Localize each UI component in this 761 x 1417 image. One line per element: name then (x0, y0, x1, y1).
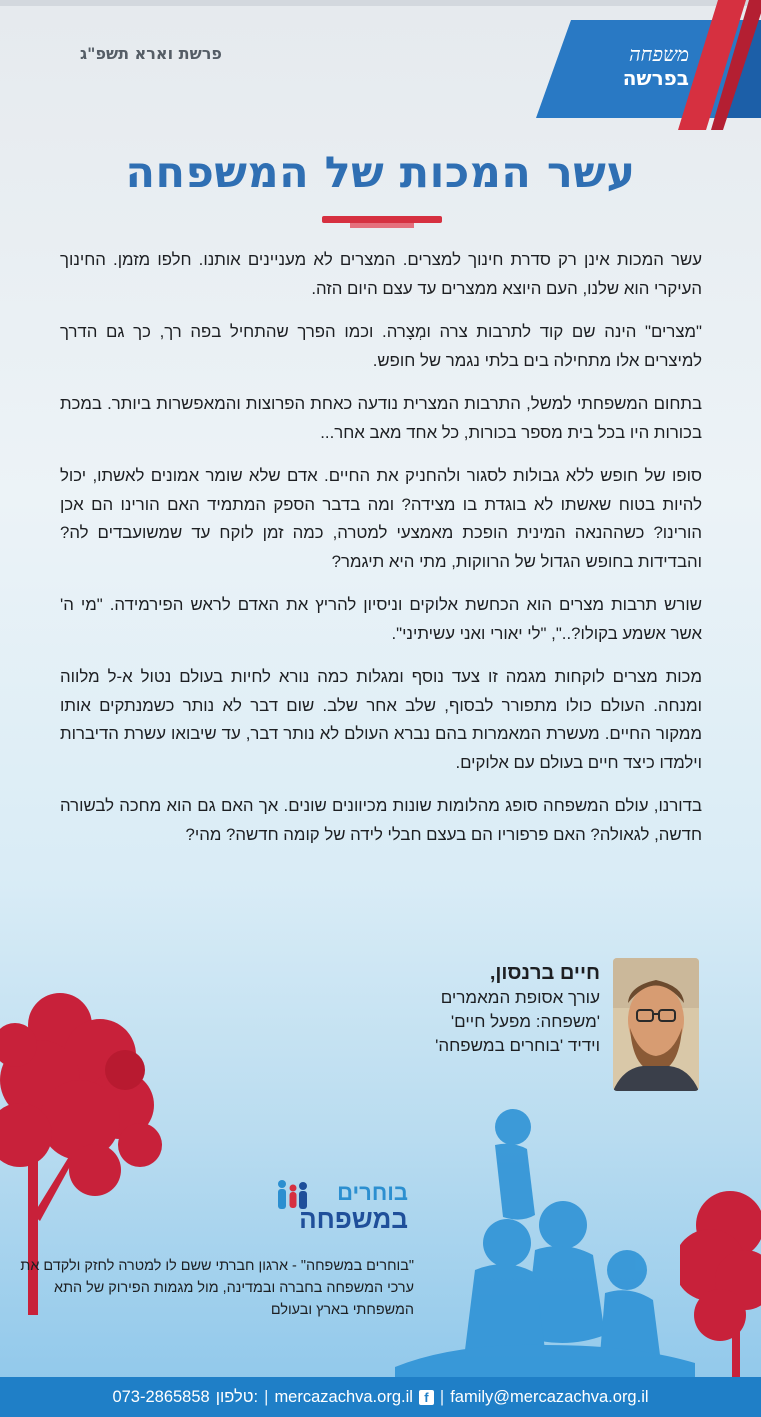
logo-line-1: משפחה (628, 42, 689, 66)
author-credit (330, 960, 600, 1058)
phone-label: טלפון: (215, 1387, 259, 1406)
email-link[interactable]: family@mercazachva.org.il (450, 1387, 649, 1406)
phone-number[interactable]: 073-2865858 (112, 1387, 210, 1406)
org-description: "בוחרים במשפחה" - ארגון חברתי ששם לו למטרה לחזק ולקדם את ערכי המשפחה בחברה ובמדינה, מול מגמות הפירוק של התא המשפחתי בארץ ובעולם (20, 1258, 414, 1318)
article-paragraph: בדורנו, עולם המשפחה סופג מהלומות שונות מכיוונים שונים. אך האם גם הוא מחכה לבשורה חדשה, לגאולה? האם פרפוריו הם בעצם חבלי לידה של קומה חדשה? מהי? (60, 796, 702, 844)
brand-logo (549, 42, 689, 90)
org-name-line-2: במשפחה (299, 1204, 408, 1234)
article-body (60, 246, 702, 864)
author-photo (613, 958, 699, 1091)
website-link[interactable]: mercazachva.org.il (274, 1387, 413, 1406)
parasha-label: פרשת וארא תשפ"ג (80, 44, 222, 63)
article-paragraph: עשר המכות אינן רק סדרת חינוך למצרים. המצרים לא מעניינים אותנו. חלפו מזמן. החינוך העיקרי הוא שלנו, העם היוצא ממצרים עד עצם היום הזה. (60, 250, 702, 298)
org-name-line-1: בוחרים (337, 1180, 408, 1205)
footer-contact-row (0, 1377, 761, 1417)
separator: | (439, 1387, 445, 1406)
logo-line-2: בפרשה (622, 66, 689, 90)
facebook-icon[interactable]: f (419, 1390, 434, 1405)
org-logo (248, 1178, 408, 1242)
title-underline-accent (350, 223, 414, 228)
article-title: עשר המכות של המשפחה (125, 148, 636, 198)
article-paragraph: סופו של חופש ללא גבולות לסגור ולהחניק את החיים. אדם שלא שומר אמונים לאשתו, יכול להיות בטוח שאשתו לא בוגדת בו מצידה? ומה בדבר הספק המתמיד האם הורינו הם אכן הורינו? כשההנאה המינית הופכת מאמצעי למטרה, כמה זמן לוקח עד שמשועבדים לה? והבדידות בחופש הגדול של הרווקות, מתי היא תיגמר? (60, 466, 702, 571)
family-silhouette (395, 1105, 695, 1380)
article-paragraph: בתחום המשפחתי למשל, התרבות המצרית נודעה כאחת הפרוצות והמאפשרות ביותר. במכת בכורות היו בכל בית מספר בכורות, כל אחד מאב אחר... (60, 394, 702, 442)
article-paragraph: "מצרים" הינה שם קוד לתרבות צרה ומְצָרה. וכמו הפרך שהתחיל בפה רך, כך גם הדרך למיצרים אלו מתחילה בים בלתי נגמר של חופש. (60, 322, 702, 370)
author-role-3: וידיד 'בוחרים במשפחה' (435, 1036, 600, 1055)
author-role-1: עורך אסופת המאמרים (440, 988, 600, 1007)
article-paragraph: מכות מצרים לוקחות מגמה זו צעד נוסף ומגלות כמה נורא לחיות בעולם נטול א-ל מלווה ומנחה. העולם כולו מתפורר לבסוף, שלב אחר שלב. שום דבר לא נותר כשמנתקים אותו ממקור החיים. מעשרת המאמרות בהם נברא העולם לא נותר דבר, עד שיבואו עשרת הדיברות וילמדו כיצד חיים בעולם עם אלוקים. (60, 667, 702, 772)
author-name: חיים ברנסון, (489, 962, 600, 984)
author-role-2: 'משפחה: מפעל חיים' (450, 1012, 600, 1031)
separator: | (264, 1387, 269, 1406)
contact-footer (0, 1377, 761, 1417)
article-paragraph: שורש תרבות מצרים הוא הכחשת אלוקים וניסיון להריץ את האדם לראש הפירמידה. "מי ה' אשר אשמע בקולו?..", "לי יאורי ואני עשיתיני". (60, 595, 702, 643)
title-underline (322, 216, 442, 223)
